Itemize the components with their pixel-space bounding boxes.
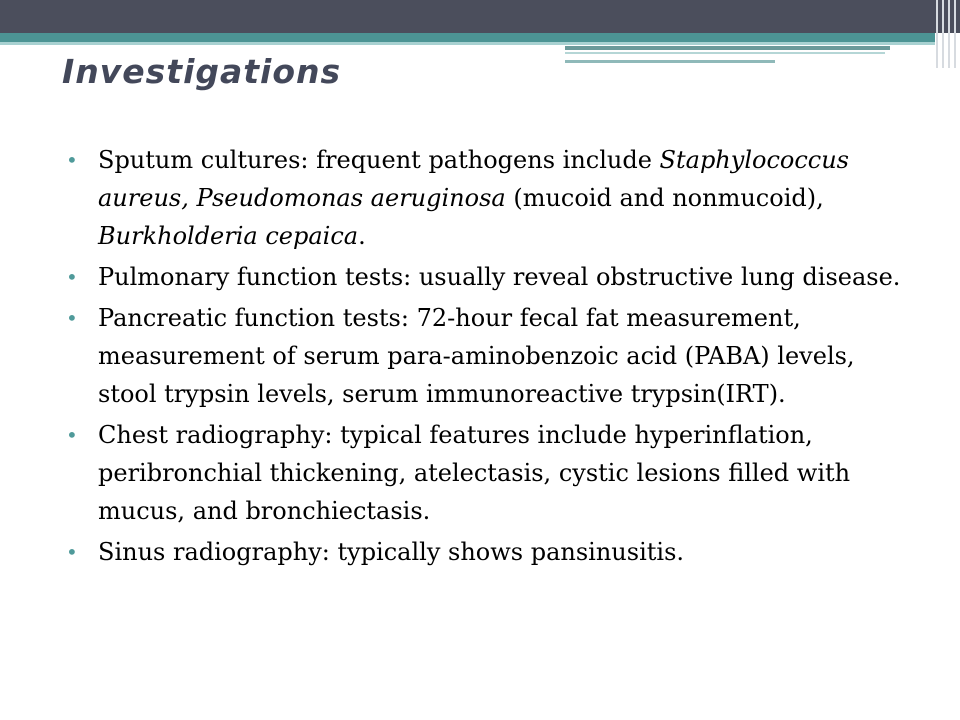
bullet-item xyxy=(66,141,916,255)
bullet-item xyxy=(66,258,916,296)
decorative-line xyxy=(565,46,890,50)
bullet-text: Sinus radiography: typically shows pansinusitis. xyxy=(98,538,685,566)
bullet-text: Pulmonary function tests: usually reveal obstructive lung disease. xyxy=(98,263,901,291)
header-band xyxy=(0,0,960,33)
bullet-text: . xyxy=(358,222,366,250)
bullet-text: Chest radiography: typical features include hyperinflation, peribronchial thickening, atelectasis, cystic lesions filled with mucus, and bronchiectasis. xyxy=(98,421,851,525)
bullet-item xyxy=(66,533,916,571)
decorative-line xyxy=(565,52,885,54)
bullet-icon: • xyxy=(66,540,78,564)
bullet-text: Sputum cultures: frequent pathogens include xyxy=(98,146,660,174)
bullet-icon: • xyxy=(66,423,78,447)
bullet-text-italic: Staphylococcus aureus, Pseudomonas aeruginosa xyxy=(98,146,849,212)
bullet-item xyxy=(66,299,916,413)
bullet-text: (mucoid and nonmucoid), xyxy=(505,184,824,212)
slide-title: Investigations xyxy=(62,52,342,91)
header-accent-strip-light xyxy=(0,42,935,45)
header-accent-strip xyxy=(0,33,935,42)
decorative-line xyxy=(565,60,775,63)
decorative-edge-bars xyxy=(932,0,960,68)
bullet-text-italic: Burkholderia cepaica xyxy=(98,222,359,250)
bullet-item xyxy=(66,416,916,530)
bullet-icon: • xyxy=(66,148,78,172)
bullet-list xyxy=(66,141,916,574)
bullet-icon: • xyxy=(66,306,78,330)
bullet-icon: • xyxy=(66,265,78,289)
bullet-text: Pancreatic function tests: 72-hour fecal fat measurement, measurement of serum para-aminobenzoic acid (PABA) levels, stool trypsin levels, serum immunoreactive trypsin(IRT). xyxy=(98,304,855,408)
